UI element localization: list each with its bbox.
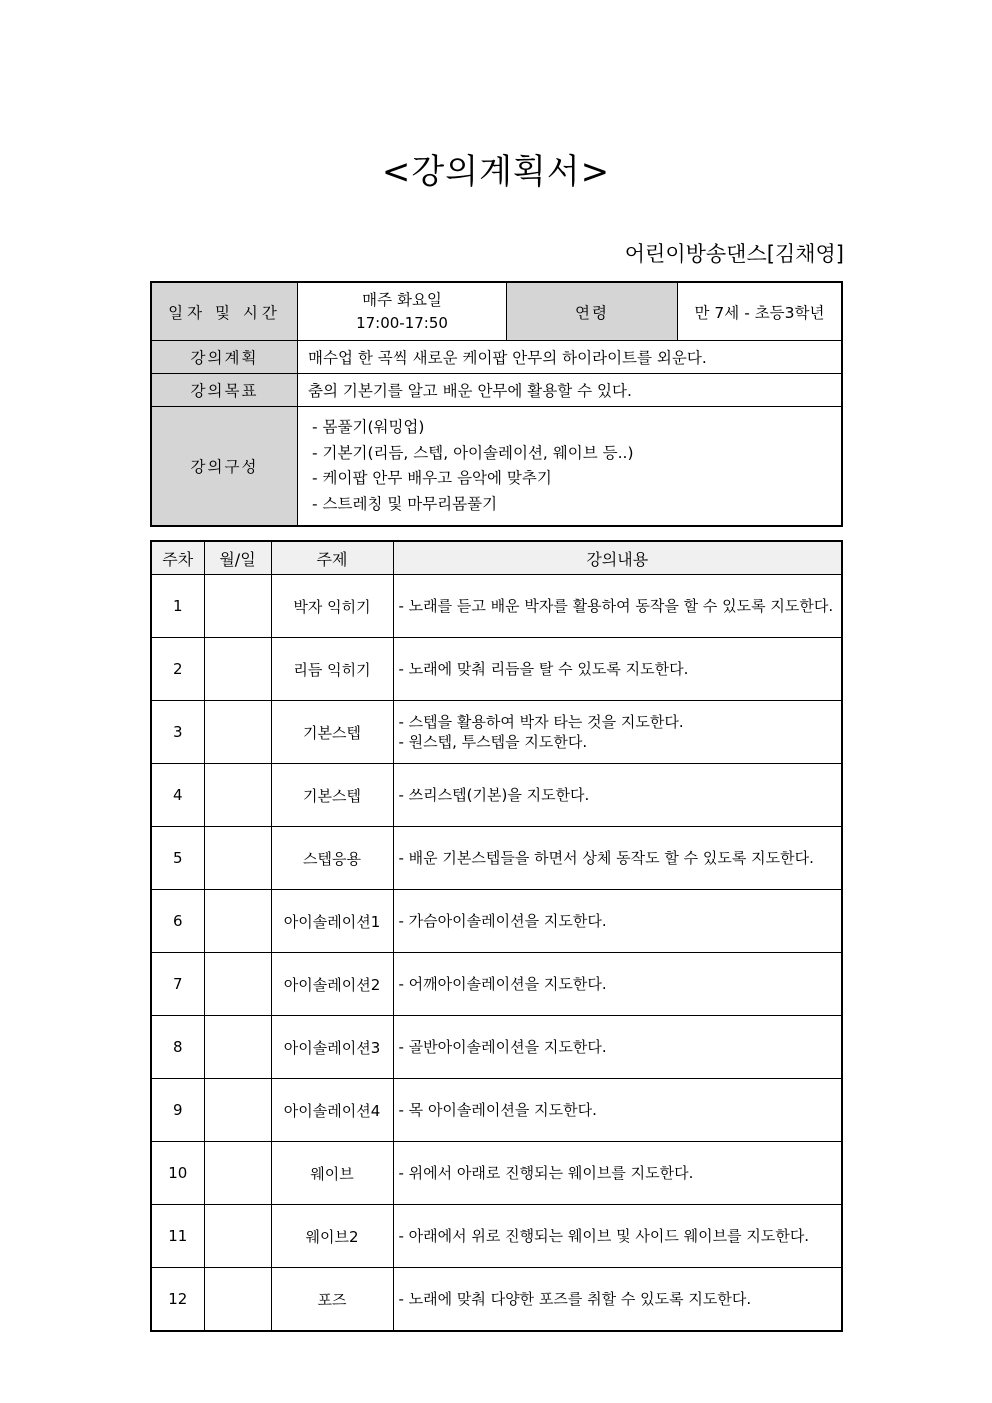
cell-date [204,1268,271,1332]
content-line: - 노래에 맞춰 다양한 포즈를 취할 수 있도록 지도한다. [398,1289,752,1308]
cell-content [393,1079,842,1142]
cell-date [204,575,271,638]
cell-week: 7 [151,953,204,1016]
cell-topic: 스텝응용 [271,827,393,890]
info-row-composition [151,407,842,527]
label-composition: 강의구성 [151,407,298,527]
cell-topic: 기본스텝 [271,764,393,827]
content-line: - 원스텝, 투스텝을 지도한다. [398,733,588,751]
column-header-topic: 주제 [271,541,393,575]
label-age: 연령 [507,282,678,341]
table-row [151,575,842,638]
content-line: - 목 아이솔레이션을 지도한다. [398,1100,597,1119]
cell-topic: 웨이브 [271,1142,393,1205]
content-line: - 노래를 듣고 배운 박자를 활용하여 동작을 할 수 있도록 지도한다. [398,596,834,615]
weekly-schedule-table [150,540,843,1332]
cell-topic: 웨이브2 [271,1205,393,1268]
table-row [151,638,842,701]
cell-content [393,638,842,701]
cell-week: 3 [151,701,204,764]
cell-topic: 박자 익히기 [271,575,393,638]
cell-content [393,827,842,890]
content-line: - 위에서 아래로 진행되는 웨이브를 지도한다. [398,1163,694,1182]
table-row [151,953,842,1016]
cell-topic: 아이솔레이션3 [271,1016,393,1079]
schedule-body [151,575,842,1332]
cell-content [393,1205,842,1268]
table-row [151,1205,842,1268]
composition-item: - 기본기(리듬, 스텝, 아이솔레이션, 웨이브 등..) [312,443,634,462]
cell-content [393,575,842,638]
info-row-goal [151,374,842,407]
value-goal: 춤의 기본기를 알고 배운 안무에 활용할 수 있다. [298,374,843,407]
label-schedule: 일자 및 시간 [151,282,298,341]
cell-week: 11 [151,1205,204,1268]
cell-date [204,827,271,890]
cell-week: 12 [151,1268,204,1332]
composition-item: - 몸풀기(워밍업) [312,418,425,437]
value-schedule [298,282,507,341]
content-line: - 스텝을 활용하여 박자 타는 것을 지도한다. [398,712,684,731]
value-composition [298,407,843,527]
cell-week: 5 [151,827,204,890]
cell-content [393,701,842,764]
table-row [151,827,842,890]
cell-content [393,953,842,1016]
table-row [151,1142,842,1205]
cell-topic: 아이솔레이션2 [271,953,393,1016]
cell-week: 2 [151,638,204,701]
cell-week: 4 [151,764,204,827]
content-line: - 어깨아이솔레이션을 지도한다. [398,974,607,993]
course-instructor-heading: 어린이방송댄스[김채영] [624,242,844,266]
cell-topic: 아이솔레이션4 [271,1079,393,1142]
table-row [151,701,842,764]
schedule-time: 17:00-17:50 [356,314,448,333]
composition-item-list [298,407,841,525]
cell-content [393,890,842,953]
column-header-week: 주차 [151,541,204,575]
cell-week: 10 [151,1142,204,1205]
course-info-table [150,281,843,527]
schedule-day: 매주 화요일 [362,291,442,309]
composition-item: - 케이팝 안무 배우고 음악에 맞추기 [312,469,552,488]
cell-topic: 리듬 익히기 [271,638,393,701]
table-row [151,1079,842,1142]
cell-content [393,1142,842,1205]
column-header-date: 월/일 [204,541,271,575]
cell-content [393,764,842,827]
table-row [151,1016,842,1079]
cell-date [204,701,271,764]
content-line: - 노래에 맞춰 리듬을 탈 수 있도록 지도한다. [398,659,689,678]
cell-date [204,953,271,1016]
composition-item: - 스트레칭 및 마무리몸풀기 [312,494,498,513]
cell-date [204,1079,271,1142]
cell-topic: 아이솔레이션1 [271,890,393,953]
cell-week: 6 [151,890,204,953]
value-age: 만 7세 - 초등3학년 [678,282,843,341]
cell-date [204,638,271,701]
page-title: <강의계획서> [381,152,611,192]
content-line: - 쓰리스텝(기본)을 지도한다. [398,785,590,804]
info-row-schedule [151,282,842,341]
content-line: - 골반아이솔레이션을 지도한다. [398,1037,607,1056]
cell-date [204,1205,271,1268]
table-row [151,764,842,827]
column-header-content: 강의내용 [393,541,842,575]
schedule-header-row [151,541,842,575]
cell-content [393,1268,842,1332]
cell-date [204,1016,271,1079]
table-row [151,890,842,953]
cell-week: 1 [151,575,204,638]
cell-topic: 포즈 [271,1268,393,1332]
cell-topic: 기본스텝 [271,701,393,764]
value-plan: 매수업 한 곡씩 새로운 케이팝 안무의 하이라이트를 외운다. [298,341,843,374]
cell-date [204,764,271,827]
cell-date [204,1142,271,1205]
table-row [151,1268,842,1332]
cell-week: 8 [151,1016,204,1079]
content-line: - 배운 기본스텝들을 하면서 상체 동작도 할 수 있도록 지도한다. [398,848,814,867]
label-goal: 강의목표 [151,374,298,407]
content-line: - 아래에서 위로 진행되는 웨이브 및 사이드 웨이브를 지도한다. [398,1226,810,1245]
info-row-plan [151,341,842,374]
content-line: - 가슴아이솔레이션을 지도한다. [398,911,607,930]
cell-week: 9 [151,1079,204,1142]
cell-date [204,890,271,953]
cell-content [393,1016,842,1079]
label-plan: 강의계획 [151,341,298,374]
